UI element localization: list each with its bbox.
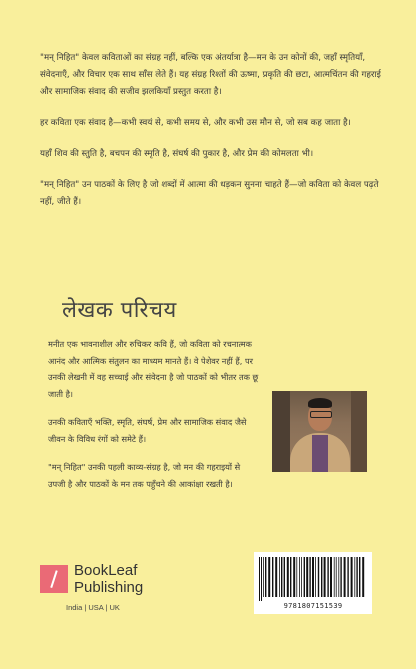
isbn-number: 9781807151539 <box>283 602 343 610</box>
barcode-bar <box>287 557 289 597</box>
barcode-bar <box>318 557 319 597</box>
barcode-bar <box>315 557 316 597</box>
barcode-bar <box>321 557 322 597</box>
barcode-bar <box>338 557 339 597</box>
author-photo <box>272 391 367 472</box>
barcode-bar <box>351 557 353 597</box>
photo-background-left <box>272 391 290 472</box>
barcode-bar <box>362 557 364 597</box>
barcode-bar <box>327 557 328 597</box>
barcode-bar <box>299 557 300 597</box>
author-bio-paragraph-3: "मन् निहित" उनकी पहली काव्य-संग्रह है, जो मन की गहराइयों से उपजी है और पाठकों के मन तक पहुँचने की आकांक्षा रखती है। <box>48 462 241 489</box>
publisher-regions: India | USA | UK <box>66 603 120 612</box>
photo-hair <box>308 398 332 408</box>
barcode-bar <box>290 557 291 597</box>
barcode-bar <box>306 557 308 597</box>
barcode-bar <box>284 557 285 597</box>
blurb-paragraph-4: "मन् निहित" उन पाठकों के लिए है जो शब्दों में आत्मा की धड़कन सुनना चाहते हैं—जो कविता को केवल पढ़ते नहीं, जीते हैं। <box>40 180 379 207</box>
barcode-bar <box>281 557 282 597</box>
barcode-bar <box>263 557 264 597</box>
barcode-bar <box>275 557 277 597</box>
blurb-paragraph-3: यहाँ शिव की स्तुति है, बचपन की स्मृति है, संघर्ष की पुकार है, और प्रेम की कोमलता भी। <box>40 149 314 159</box>
back-cover-blurb <box>40 50 388 225</box>
barcode-bar <box>261 557 262 601</box>
author-bio <box>48 336 260 504</box>
isbn-barcode <box>254 552 372 614</box>
barcode-bar <box>304 557 305 597</box>
barcode-bar <box>354 557 355 597</box>
barcode-bars <box>259 557 367 601</box>
photo-glasses <box>310 411 332 418</box>
barcode-bar <box>324 557 326 597</box>
barcode-bar <box>336 557 337 597</box>
barcode-bar <box>344 557 346 597</box>
barcode-bar <box>293 557 295 597</box>
publisher-name-line-1: BookLeaf <box>74 562 138 579</box>
barcode-bar <box>359 557 360 597</box>
barcode-bar <box>268 557 270 597</box>
author-section-heading: लेखक परिचय <box>62 298 177 323</box>
author-bio-paragraph-1: मनीत एक भावनाशील और रुचिकर कवि हैं, जो कविता को रचनात्मक आनंद और आत्मिक संतुलन का माध्यम मानते हैं। वे पेशेवर नहीं हैं, पर उनकी लेखनी में वह सच्चाई और संवेदना है जो पाठकों को भीतर तक छू जाती है। <box>48 339 259 399</box>
barcode-bar <box>265 557 266 597</box>
barcode-bar <box>301 557 302 597</box>
barcode-bar <box>259 557 260 601</box>
publisher-name-line-2: Publishing <box>74 579 144 596</box>
barcode-bar <box>347 557 348 597</box>
photo-shirt <box>312 435 328 472</box>
publisher-name <box>74 562 224 596</box>
blurb-paragraph-1: "मन् निहित" केवल कविताओं का संग्रह नहीं, बल्कि एक अंतर्यात्रा है—मन के उन कोनों की, जहाँ स्मृतियाँ, संवेदनाएँ, और विचार एक साथ साँस लेते हैं। यह संग्रह रिश्तों की ऊष्मा, प्रकृति की छटा, आत्मचिंतन की गहराई और सामाजिक संवाद की सजीव झलकियाँ प्रस्तुत करता है। <box>40 53 381 97</box>
barcode-bar <box>356 557 357 597</box>
barcode-bar <box>309 557 310 597</box>
author-bio-paragraph-2: उनकी कविताएँ भक्ति, स्मृति, संघर्ष, प्रेम और सामाजिक संवाद जैसे जीवन के विविध रंगों को समेटे हैं। <box>48 417 247 444</box>
blurb-paragraph-2: हर कविता एक संवाद है—कभी स्वयं से, कभी समय से, और कभी उस मौन से, जो सब कह जाता है। <box>40 118 351 128</box>
photo-background-right <box>351 391 367 472</box>
bookleaf-logo-icon <box>40 565 68 593</box>
barcode-bar <box>334 557 335 597</box>
barcode-bar <box>312 557 314 597</box>
barcode-bar <box>296 557 297 597</box>
barcode-bar <box>330 557 332 597</box>
barcode-bar <box>272 557 273 597</box>
barcode-bar <box>279 557 280 597</box>
barcode-bar <box>340 557 341 597</box>
